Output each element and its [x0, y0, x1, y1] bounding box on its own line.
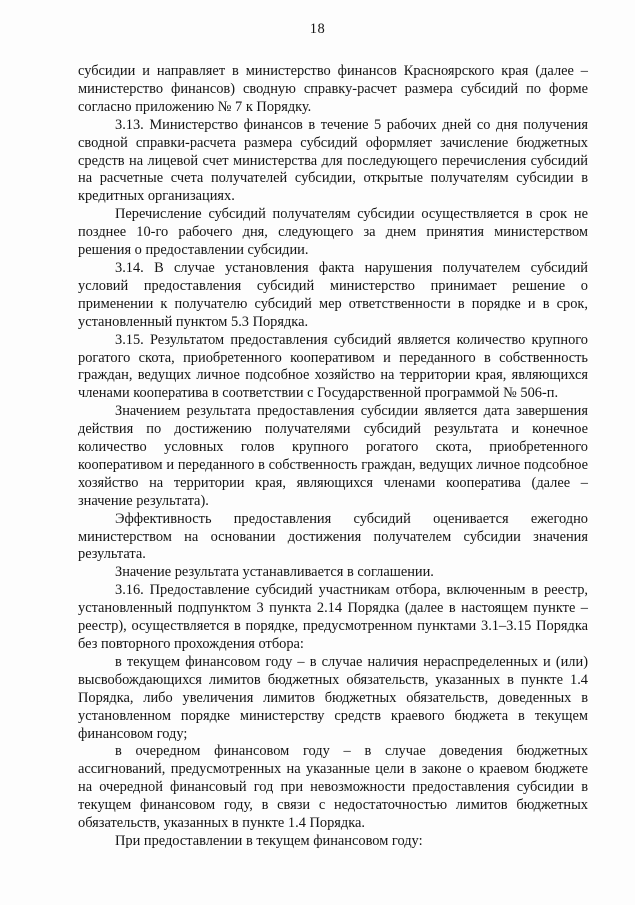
paragraph-current-year: в текущем финансовом году – в случае наличия нераспределенных и (или) высвобождающихся лимитов бюджетных обязательств, указанных в пункте 1.4 Порядка, либо увеличения лимитов бюджетных обязательств, доведенных в установленном порядке министерству средств краевого бюджета в текущем финансовом году;	[78, 653, 588, 742]
paragraph-efficiency: Эффективность предоставления субсидий оценивается ежегодно министерством на основании достижения получателем субсидии значения результата.	[78, 510, 588, 563]
paragraph-transfer-deadline: Перечисление субсидий получателям субсидии осуществляется в срок не позднее 10-го рабочего дня, следующего за днем принятия министерством решения о предоставлении субсидии.	[78, 206, 588, 259]
page-number: 18	[309, 21, 326, 37]
paragraph-agreement: Значение результата устанавливается в соглашении.	[115, 564, 434, 581]
paragraph-result-value: Значением результата предоставления субсидии является дата завершения действия по достижению получателями субсидий результата и конечное количество условных голов крупного рогатого скота, приобретенного кооперативом и переданного в собственность граждан, ведущих личное подсобное хозяйство на территории края, являющихся членами кооператива (далее – значение результата).	[78, 403, 588, 509]
paragraph-3-15: 3.15. Результатом предоставления субсидий является количество крупного рогатого скота, приобретенного кооперативом и переданного в собственность граждан, ведущих личное подсобное хозяйство на территории края, являющихся членами кооператива в соответствии с Государственной программой № 506-п.	[78, 331, 588, 402]
paragraph-3-13: 3.13. Министерство финансов в течение 5 рабочих дней со дня получения сводной справки-расчета размера субсидий оформляет зачисление бюджетных средств на лицевой счет министерства для последующего перечисления субсидий на расчетные счета получателей субсидии, открытые получателям субсидии в кредитных организациях.	[78, 116, 588, 205]
paragraph-3-16: 3.16. Предоставление субсидий участникам отбора, включенным в реестр, установленный подпунктом 3 пункта 2.14 Порядка (далее в настоящем пункте – реестр), осуществляется в порядке, предусмотренном пунктами 3.1–3.15 Порядка без повторного прохождения отбора:	[78, 582, 588, 652]
paragraph-3-14: 3.14. В случае установления факта нарушения получателем субсидий условий предоставления субсидий министерство принимает решение о применении к получателю субсидий мер ответственности в порядке и в срок, установленный пунктом 5.3 Порядка.	[78, 259, 588, 330]
paragraph-current-year-provision: При предоставлении в текущем финансовом году:	[115, 832, 423, 849]
paragraph-next-year: в очередном финансовом году – в случае доведения бюджетных ассигнований, предусмотренных на указанные цели в законе о краевом бюджете на очередной финансовый год при невозможности предоставления субсидии в текущем финансовом году, в связи с недостаточностью лимитов бюджетных обязательств, указанных в пункте 1.4 Порядка.	[78, 743, 588, 832]
document-body	[78, 63, 588, 851]
paragraph-continuation: субсидии и направляет в министерство финансов Красноярского края (далее – министерство финансов) сводную справку-расчет размера субсидий по форме согласно приложению № 7 к Порядку.	[78, 63, 588, 115]
